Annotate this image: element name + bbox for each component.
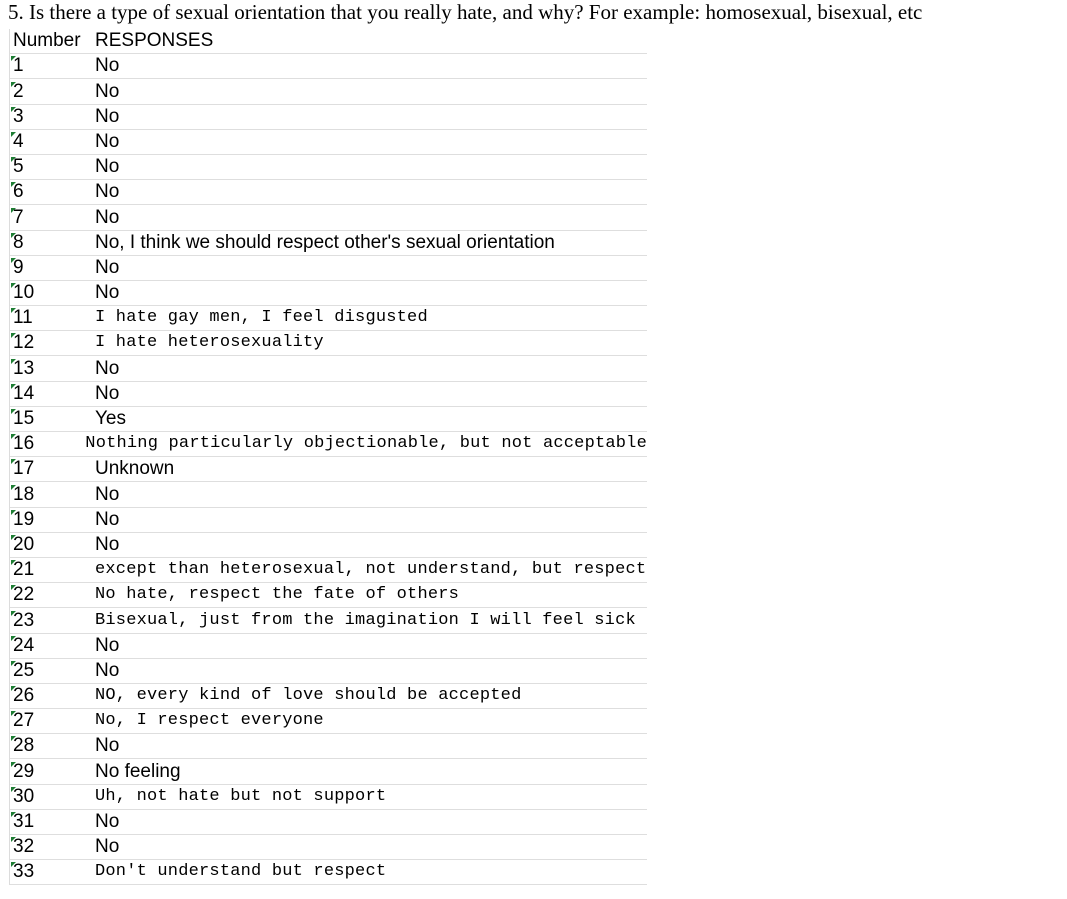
cell-number[interactable]: 12 <box>10 332 92 355</box>
table-row <box>10 810 647 835</box>
cell-number[interactable]: 1 <box>10 55 92 78</box>
table-body <box>10 54 647 885</box>
cell-response[interactable]: I hate gay men, I feel disgusted <box>95 308 428 328</box>
cell-number[interactable]: 8 <box>10 232 92 255</box>
cell-response[interactable]: I hate heterosexuality <box>95 333 324 353</box>
question-title: 5. Is there a type of sexual orientation that you really hate, and why? For example: homosexual, bisexual, etc <box>8 0 923 24</box>
table-row <box>10 684 647 709</box>
cell-number[interactable]: 21 <box>10 559 92 582</box>
cell-number[interactable]: 4 <box>10 131 92 154</box>
cell-number[interactable]: 14 <box>10 383 92 406</box>
cell-response[interactable]: No <box>95 659 120 681</box>
table-row <box>10 759 647 784</box>
table-row <box>10 835 647 860</box>
column-header-number[interactable]: Number <box>13 30 81 52</box>
cell-number[interactable]: 9 <box>10 257 92 280</box>
cell-response[interactable]: No <box>95 80 120 102</box>
table-row <box>10 634 647 659</box>
cell-response[interactable]: No hate, respect the fate of others <box>95 585 460 605</box>
table-row <box>10 105 647 130</box>
cell-number[interactable]: 7 <box>10 207 92 230</box>
table-row <box>10 734 647 759</box>
cell-response[interactable]: No <box>95 483 120 505</box>
table-row <box>10 382 647 407</box>
cell-number[interactable]: 13 <box>10 358 92 381</box>
cell-response[interactable]: No <box>95 156 120 178</box>
cell-number[interactable]: 11 <box>10 307 92 330</box>
cell-response[interactable]: No, I respect everyone <box>95 711 324 731</box>
cell-response[interactable]: No <box>95 836 120 858</box>
cell-number[interactable]: 5 <box>10 156 92 179</box>
cell-response[interactable]: No <box>95 533 120 555</box>
cell-number[interactable]: 23 <box>10 610 92 633</box>
cell-response[interactable]: No <box>95 508 120 530</box>
table-row <box>10 533 647 558</box>
table-row <box>10 79 647 104</box>
cell-number[interactable]: 28 <box>10 735 92 758</box>
cell-response[interactable]: No <box>95 181 120 203</box>
responses-table <box>9 29 647 885</box>
cell-response[interactable]: No <box>95 735 120 757</box>
cell-response[interactable]: No <box>95 55 120 77</box>
cell-number[interactable]: 6 <box>10 181 92 204</box>
cell-number[interactable]: 10 <box>10 282 92 305</box>
table-row <box>10 709 647 734</box>
cell-number[interactable]: 3 <box>10 106 92 129</box>
table-row <box>10 608 647 633</box>
cell-response[interactable]: NO, every kind of love should be accepted <box>95 686 522 706</box>
cell-number[interactable]: 17 <box>10 458 92 481</box>
table-row <box>10 231 647 256</box>
cell-response[interactable]: except than heterosexual, not understand, but respect <box>95 560 647 580</box>
cell-number[interactable]: 2 <box>10 81 92 104</box>
cell-response[interactable]: Uh, not hate but not support <box>95 786 387 806</box>
cell-number[interactable]: 19 <box>10 509 92 532</box>
table-row <box>10 256 647 281</box>
cell-response[interactable]: Bisexual, just from the imagination I will feel sick <box>95 610 636 630</box>
cell-number[interactable]: 27 <box>10 710 92 733</box>
cell-response[interactable]: Nothing particularly objectionable, but not acceptable <box>85 434 647 454</box>
cell-number[interactable]: 32 <box>10 836 92 859</box>
table-row <box>10 54 647 79</box>
table-row <box>10 508 647 533</box>
cell-response[interactable]: Don't understand but respect <box>95 862 387 882</box>
cell-number[interactable]: 22 <box>10 584 92 607</box>
cell-response[interactable]: Yes <box>95 408 126 429</box>
cell-response[interactable]: No <box>95 105 120 127</box>
table-header-row <box>10 29 647 54</box>
table-row <box>10 583 647 608</box>
cell-response[interactable]: No <box>95 282 120 304</box>
cell-number[interactable]: 29 <box>10 761 92 784</box>
cell-number[interactable]: 33 <box>10 861 92 884</box>
cell-response[interactable]: No <box>95 634 120 656</box>
cell-number[interactable]: 26 <box>10 685 92 708</box>
table-row <box>10 306 647 331</box>
table-row <box>10 457 647 482</box>
table-row <box>10 130 647 155</box>
cell-response[interactable]: No <box>95 382 120 404</box>
cell-response[interactable]: No <box>95 357 120 379</box>
table-row <box>10 331 647 356</box>
cell-response[interactable]: No <box>95 130 120 152</box>
cell-number[interactable]: 16 <box>10 433 82 456</box>
column-header-responses[interactable]: RESPONSES <box>95 30 214 52</box>
cell-response[interactable]: No feeling <box>95 760 181 782</box>
table-row <box>10 155 647 180</box>
table-row <box>10 558 647 583</box>
cell-response[interactable]: No <box>95 206 120 228</box>
table-row <box>10 659 647 684</box>
cell-number[interactable]: 24 <box>10 635 92 658</box>
table-row <box>10 785 647 810</box>
table-row <box>10 180 647 205</box>
cell-response[interactable]: Unknown <box>95 458 175 480</box>
cell-response[interactable]: No, I think we should respect other's sexual orientation <box>95 231 555 253</box>
table-row <box>10 205 647 230</box>
table-row <box>10 432 647 457</box>
table-row <box>10 860 647 885</box>
cell-number[interactable]: 30 <box>10 786 92 809</box>
cell-number[interactable]: 20 <box>10 534 92 557</box>
table-row <box>10 356 647 381</box>
table-row <box>10 281 647 306</box>
table-row <box>10 482 647 507</box>
cell-response[interactable]: No <box>95 811 120 832</box>
cell-number[interactable]: 31 <box>10 811 92 834</box>
cell-number[interactable]: 15 <box>10 408 92 431</box>
table-row <box>10 407 647 432</box>
cell-response[interactable]: No <box>95 256 120 278</box>
cell-number[interactable]: 25 <box>10 660 92 683</box>
cell-number[interactable]: 18 <box>10 484 92 507</box>
